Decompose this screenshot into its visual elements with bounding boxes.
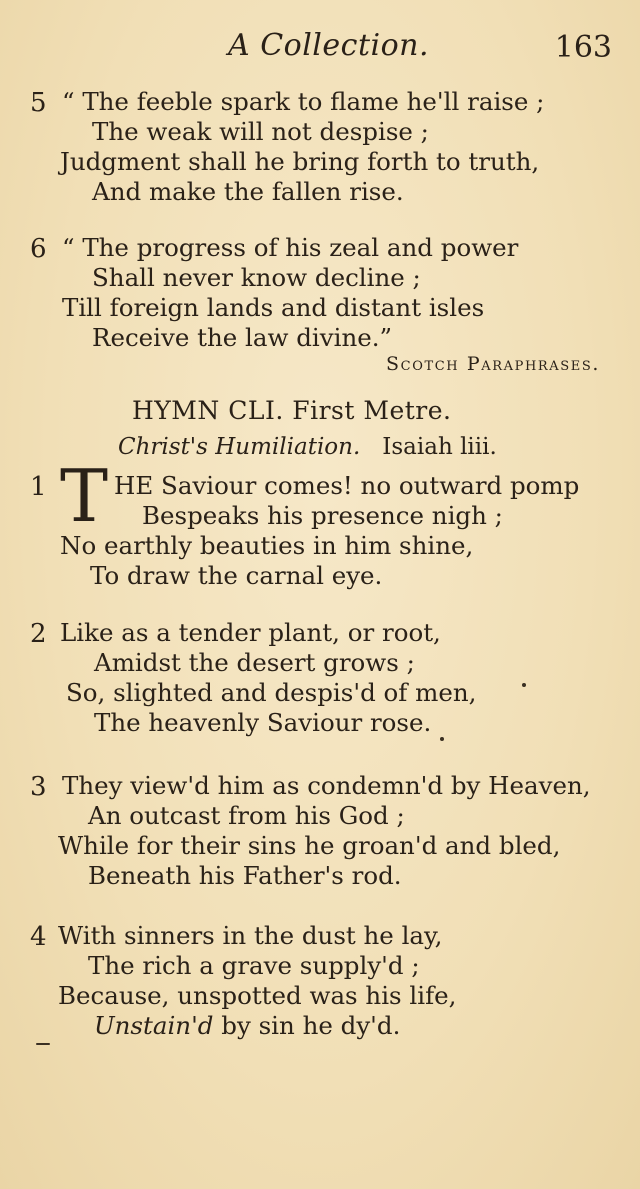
verse-line: Shall never know decline ; (92, 263, 421, 292)
verse-line: They view'd him as condemn'd by Heaven, (62, 771, 591, 800)
verse-line: With sinners in the dust he lay, (58, 921, 443, 950)
verse-line: So, slighted and despis'd of men, (66, 678, 477, 707)
verse-line: Till foreign lands and distant isles (62, 293, 485, 322)
verse-line: “ The progress of his zeal and power (62, 233, 519, 262)
verse-line: An outcast from his God ; (88, 801, 405, 830)
verse-line: HE Saviour comes! no outward pomp (114, 471, 580, 500)
verse-number: 3 (30, 772, 47, 802)
verse-line: “ The feeble spark to flame he'll raise ; (62, 87, 545, 116)
attribution: Scotch Paraphrases. (386, 353, 600, 375)
drop-cap: T (60, 454, 109, 538)
verse-line: The rich a grave supply'd ; (88, 951, 420, 980)
verse-line-rest: by sin he dy'd. (221, 1011, 401, 1040)
verse-line: To draw the carnal eye. (90, 561, 383, 590)
verse-line: The heavenly Saviour rose. (94, 708, 432, 737)
verse-number: 5 (30, 88, 47, 118)
verse-line: Beneath his Father's rod. (88, 861, 402, 890)
verse-number: 4 (30, 922, 47, 952)
scripture-reference: Isaiah liii. (382, 434, 497, 460)
verse-line: Receive the law divine.” (92, 323, 393, 352)
verse-line: Judgment shall he bring forth to truth, (60, 147, 540, 176)
hymn-subtitle: Christ's Humiliation. (118, 434, 361, 460)
running-head: A Collection. (228, 28, 430, 63)
verse-number: 2 (30, 619, 47, 649)
italic-word: Unstain'd (94, 1011, 214, 1040)
hymn-title: HYMN CLI. First Metre. (132, 396, 452, 425)
verse-line: Because, unspotted was his life, (58, 981, 457, 1010)
ink-speck (440, 737, 444, 741)
verse-line: While for their sins he groan'd and bled, (58, 831, 561, 860)
ink-speck (36, 1043, 50, 1045)
verse-number: 6 (30, 234, 47, 264)
verse-line: Like as a tender plant, or root, (60, 618, 441, 647)
verse-line: And make the fallen rise. (92, 177, 404, 206)
verse-line-last (94, 1010, 400, 1041)
page-number: 163 (554, 30, 612, 65)
ink-speck (522, 683, 526, 687)
verse-line: Bespeaks his presence nigh ; (142, 501, 503, 530)
verse-line: No earthly beauties in him shine, (60, 531, 474, 560)
hymn-subtitle-row (118, 434, 497, 460)
verse-line: Amidst the desert grows ; (94, 648, 415, 677)
verse-line: The weak will not despise ; (92, 117, 429, 146)
verse-number: 1 (30, 472, 47, 502)
